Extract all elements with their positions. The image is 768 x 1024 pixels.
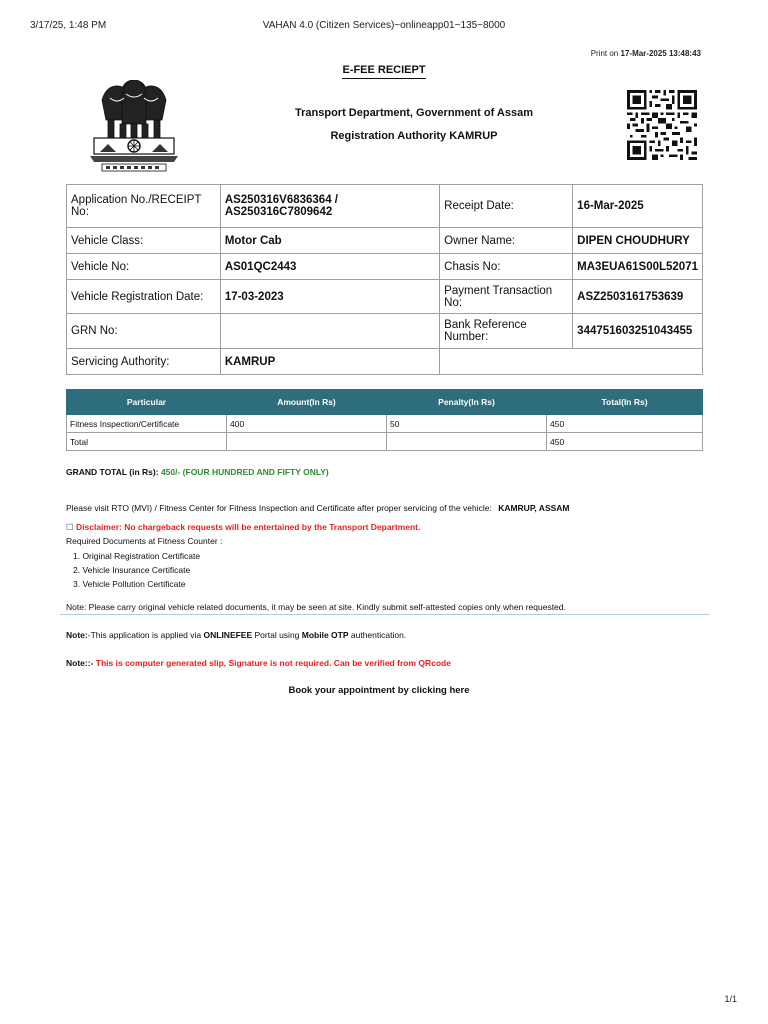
print-page-title: VAHAN 4.0 (Citizen Services)~onlineapp01~135~8000 <box>262 20 506 31</box>
info-row-application <box>67 185 703 228</box>
vehicle-no-value: AS01QC2443 <box>220 254 439 280</box>
print-datetime: 3/17/25, 1:48 PM <box>30 20 107 31</box>
info-row-vehicle-no <box>67 254 703 280</box>
servicing-authority-label: Servicing Authority: <box>67 349 221 375</box>
app-no-label: Application No./RECEIPT No: <box>67 185 221 228</box>
header-total: Total(In Rs) <box>547 390 703 415</box>
receipt-date-value: 16-Mar-2025 <box>573 185 703 228</box>
note-carry-documents: Note: Please carry original vehicle related documents, it may be seen at site. Kindly submit self-attested copies only when requested. <box>66 602 566 612</box>
checkbox-icon: ☐ <box>66 522 74 532</box>
grand-total-label: GRAND TOTAL (in Rs): <box>66 467 159 477</box>
grn-no-value <box>220 314 439 349</box>
chasis-no-value: MA3EUA61S00L52071 <box>573 254 703 280</box>
receipt-date-label: Receipt Date: <box>440 185 573 228</box>
print-on-label: Print on <box>590 49 619 58</box>
print-on-value: 17-Mar-2025 13:48:43 <box>620 49 701 58</box>
fee-penalty: 50 <box>387 415 547 433</box>
header-amount: Amount(In Rs) <box>227 390 387 415</box>
registration-authority: Registration Authority KAMRUP <box>330 130 498 142</box>
fee-particular: Fitness Inspection/Certificate <box>67 415 227 433</box>
bank-reference-label: Bank Reference Number: <box>440 314 573 349</box>
bank-reference-value: 344751603251043455 <box>573 314 703 349</box>
payment-transaction-label: Payment Transaction No: <box>440 280 573 314</box>
list-item: 1. Original Registration Certificate <box>73 551 201 561</box>
print-on-timestamp <box>591 49 701 58</box>
list-item: 2. Vehicle Insurance Certificate <box>73 565 191 575</box>
required-docs-title: Required Documents at Fitness Counter : <box>66 536 223 546</box>
fee-amount: 400 <box>227 415 387 433</box>
vehicle-class-label: Vehicle Class: <box>67 228 221 254</box>
empty-cell <box>440 349 703 375</box>
header-penalty: Penalty(In Rs) <box>387 390 547 415</box>
note-portal: Note:-This application is applied via ONLINEFEE Portal using Mobile OTP authentication. <box>66 630 407 640</box>
info-row-servicing <box>67 349 703 375</box>
registration-date-label: Vehicle Registration Date: <box>67 280 221 314</box>
table-row <box>67 415 703 433</box>
visit-instruction <box>66 503 570 513</box>
chasis-no-label: Chasis No: <box>440 254 573 280</box>
vehicle-class-value: Motor Cab <box>220 228 439 254</box>
info-row-registration <box>67 280 703 314</box>
list-item: 3. Vehicle Pollution Certificate <box>73 579 186 589</box>
total-penalty <box>387 433 547 451</box>
info-row-grn <box>67 314 703 349</box>
registration-date-value: 17-03-2023 <box>220 280 439 314</box>
fee-table <box>66 389 703 451</box>
table-row <box>67 433 703 451</box>
servicing-authority-value: KAMRUP <box>220 349 439 375</box>
vehicle-no-label: Vehicle No: <box>67 254 221 280</box>
grn-no-label: GRN No: <box>67 314 221 349</box>
page-number: 1/1 <box>724 994 737 1004</box>
qr-code-icon <box>627 89 697 161</box>
disclaimer <box>66 522 420 533</box>
department-name: Transport Department, Government of Assam <box>295 107 533 119</box>
book-appointment-link[interactable]: Book your appointment by clicking here <box>288 685 470 696</box>
fee-table-header <box>67 390 703 415</box>
receipt-title: E-FEE RECIEPT <box>0 64 768 76</box>
required-docs-list <box>73 549 200 591</box>
divider <box>60 614 710 615</box>
header-particular: Particular <box>67 390 227 415</box>
fee-total: 450 <box>547 415 703 433</box>
owner-name-value: DIPEN CHOUDHURY <box>573 228 703 254</box>
info-row-class <box>67 228 703 254</box>
grand-total-value: 450/- (FOUR HUNDRED AND FIFTY ONLY) <box>160 467 329 477</box>
owner-name-label: Owner Name: <box>440 228 573 254</box>
total-label: Total <box>67 433 227 451</box>
total-total: 450 <box>547 433 703 451</box>
visit-location: KAMRUP, ASSAM <box>498 503 570 513</box>
payment-transaction-value: ASZ2503161753639 <box>573 280 703 314</box>
total-amount <box>227 433 387 451</box>
visit-text: Please visit RTO (MVI) / Fitness Center for Fitness Inspection and Certificate after proper servicing of the vehicle: <box>66 503 492 513</box>
note-computer-generated: Note::- This is computer generated slip, Signature is not required. Can be verified from QRcode <box>66 658 451 668</box>
grand-total <box>66 467 329 477</box>
disclaimer-text: Disclaimer: No chargeback requests will be entertained by the Transport Department. <box>76 522 421 532</box>
vehicle-info-table <box>66 184 703 375</box>
app-no-value: AS250316V6836364 / AS250316C7809642 <box>220 185 439 228</box>
national-emblem-icon <box>86 80 182 174</box>
